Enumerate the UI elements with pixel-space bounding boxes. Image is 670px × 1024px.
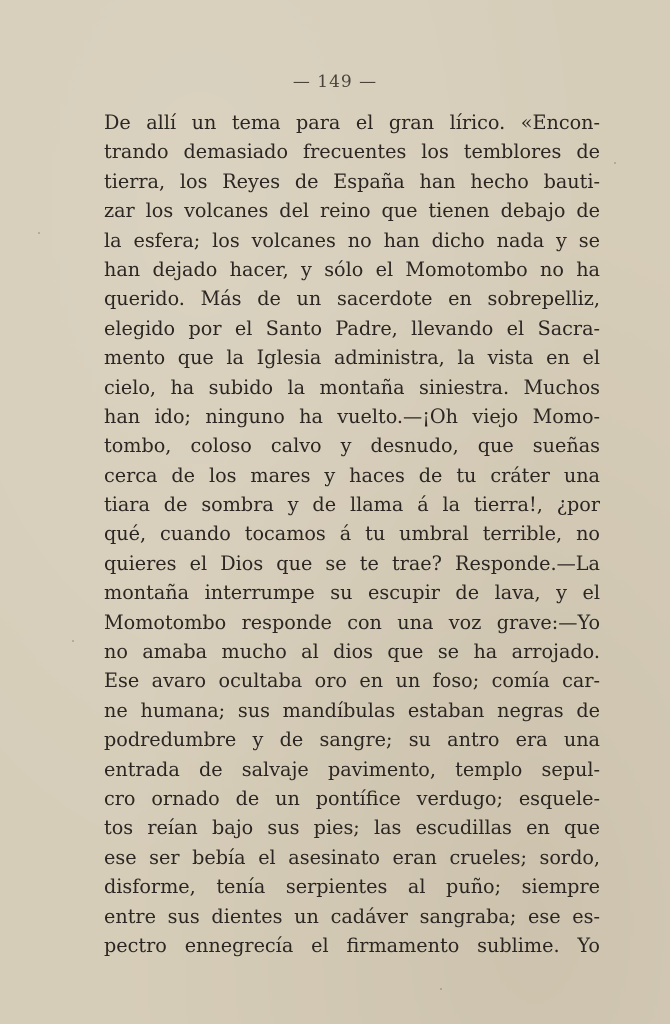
text-line: trando demasiado frecuentes los temblores de — [104, 140, 600, 164]
text-line: mento que la Iglesia administra, la vista en el — [104, 346, 600, 370]
text-line: tos reían bajo sus pies; las escudillas en que — [104, 816, 600, 840]
text-line: querido. Más de un sacerdote en sobrepelliz, — [104, 287, 600, 311]
text-line: ne humana; sus mandíbulas estaban negras de — [104, 698, 600, 722]
text-line: han dejado hacer, y sólo el Momotombo no ha — [104, 257, 600, 281]
text-line: De allí un tema para el gran lírico. «Encon- — [104, 111, 600, 134]
text-line: han ido; ninguno ha vuelto.—¡Oh viejo Momo- — [104, 404, 600, 428]
text-line: qué, cuando tocamos á tu umbral terrible, no — [104, 522, 600, 546]
text-line: Ese avaro ocultaba oro en un foso; comía car- — [104, 669, 600, 693]
text-line: entrada de salvaje pavimento, templo sepul- — [104, 757, 600, 781]
paper-speck — [440, 988, 442, 990]
paper-speck — [614, 162, 616, 164]
text-line: ese ser bebía el asesinato eran crueles; sordo, — [104, 845, 600, 869]
text-line: la esfera; los volcanes no han dicho nada y se — [104, 228, 600, 252]
text-line: tierra, los Reyes de España han hecho bauti- — [104, 169, 600, 193]
text-line: cro ornado de un pontífice verdugo; esquele- — [104, 786, 600, 810]
page-number: — 149 — — [292, 72, 378, 92]
text-line: elegido por el Santo Padre, llevando el Sacra- — [104, 316, 600, 340]
text-line: disforme, tenía serpientes al puño; siempre — [104, 875, 600, 899]
text-line: no amaba mucho al dios que se ha arrojado. — [104, 640, 600, 664]
text-line: cerca de los mares y haces de tu cráter una — [104, 463, 600, 487]
body-text — [104, 108, 600, 960]
text-line: cielo, ha subido la montaña siniestra. Muchos — [104, 375, 600, 399]
text-line: pectro ennegrecía el firmamento sublime. Yo — [104, 933, 600, 957]
paper-speck — [38, 232, 40, 234]
text-line: tombo, coloso calvo y desnudo, que sueñas — [104, 434, 600, 458]
text-line: tiara de sombra y de llama á la tierra!, ¿por — [104, 493, 600, 517]
text-line: montaña interrumpe su escupir de lava, y el — [104, 581, 600, 605]
text-line: zar los volcanes del reino que tienen debajo de — [104, 199, 600, 223]
text-line: entre sus dientes un cadáver sangraba; ese es- — [104, 904, 600, 928]
paper-speck — [72, 640, 74, 642]
text-line: quieres el Dios que se te trae? Responde.—La — [104, 551, 600, 575]
text-line: podredumbre y de sangre; su antro era una — [104, 728, 600, 752]
text-line: Momotombo responde con una voz grave:—Yo — [104, 610, 600, 634]
